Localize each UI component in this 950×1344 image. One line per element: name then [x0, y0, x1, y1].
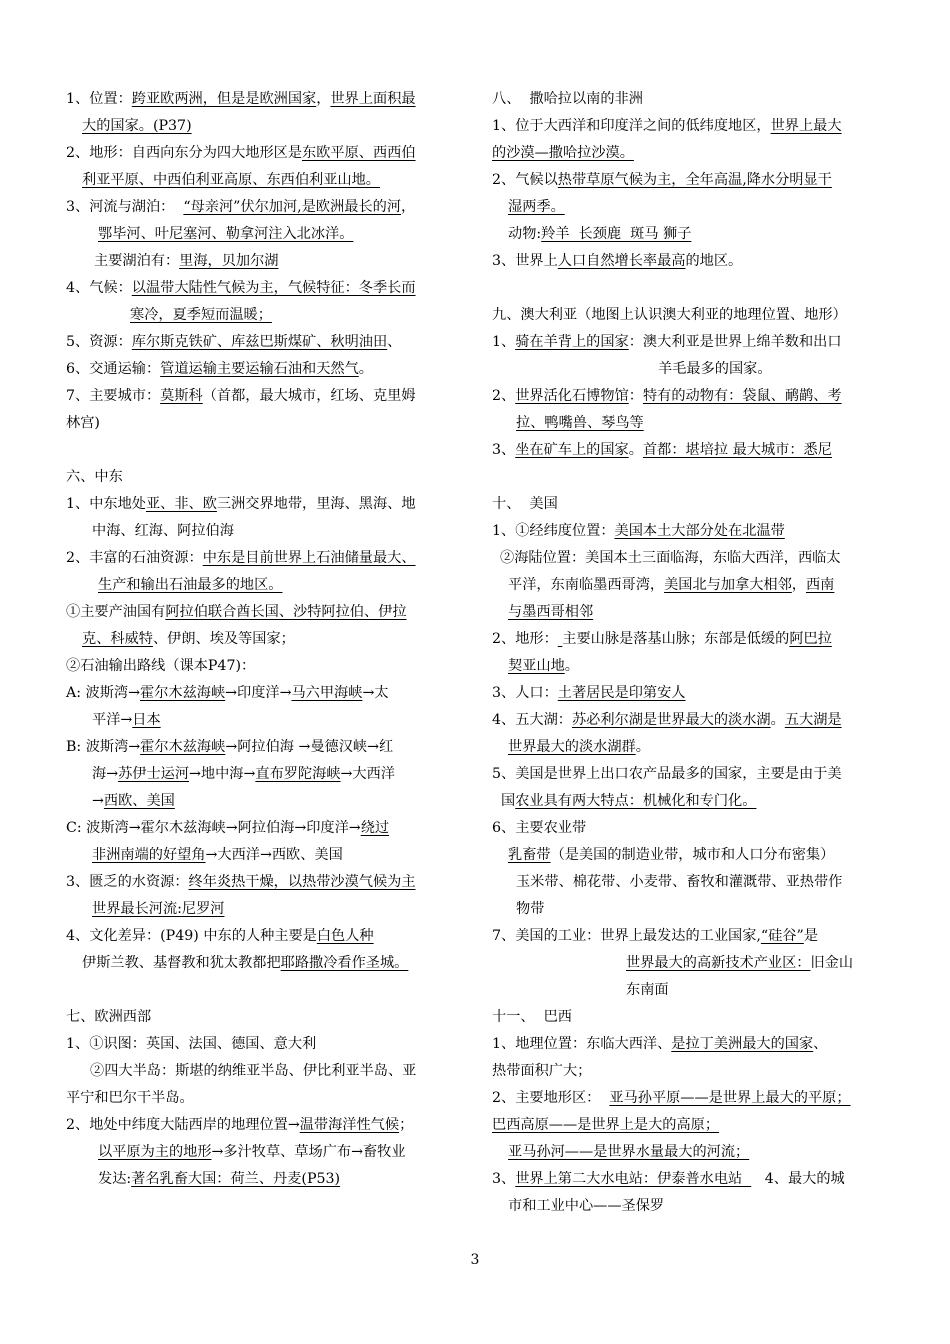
- underlined-text: 霍尔木兹海峡: [140, 685, 226, 701]
- text-segment: 发达:: [98, 1171, 132, 1187]
- underlined-text: 著名乳畜大国：荷兰、丹麦(P53): [131, 1171, 341, 1187]
- text-line: [66, 1112, 466, 1139]
- text-line: [66, 707, 466, 734]
- underlined-text: 世界上面积最: [330, 91, 416, 107]
- text-segment: 7、主要城市：: [66, 388, 161, 404]
- text-line: [492, 86, 890, 113]
- text-segment: （首都，最大城市，红场、克里姆: [202, 388, 416, 404]
- underlined-text: 亚马孙平原——是世界上最大的平原；: [609, 1090, 851, 1106]
- text-segment: ；: [399, 1117, 414, 1133]
- text-segment: →阿拉伯海 →曼德汉峡→红: [225, 739, 394, 755]
- text-segment: 平洋→: [92, 712, 133, 728]
- text-segment: 八、 撒哈拉以南的非洲: [492, 91, 643, 107]
- text-segment: 、: [813, 1036, 828, 1052]
- text-line: [66, 194, 466, 221]
- text-segment: 2、丰富的石油资源：: [66, 550, 203, 566]
- text-line: [66, 950, 466, 977]
- text-line: [492, 896, 890, 923]
- text-segment: 。: [358, 361, 373, 377]
- text-segment: 。: [564, 658, 579, 674]
- text-segment: 4、文化差异：(P49) 中东的人种主要是: [66, 928, 317, 944]
- underlined-text: 骑在羊背上的国家: [515, 334, 629, 350]
- page-number: 3: [470, 1252, 480, 1268]
- text-line: [492, 1112, 890, 1139]
- underlined-text: 美国本土大部分处在北温带: [614, 523, 785, 539]
- text-segment: 主要湖泊有：: [94, 253, 180, 269]
- text-line: [66, 167, 466, 194]
- text-segment: 1、位置：: [66, 91, 132, 107]
- text-segment: 4、五大湖：: [492, 712, 572, 728]
- text-segment: ②海陆位置：美国本土三面临海，东临大西洋，西临太: [500, 550, 841, 566]
- text-line: [492, 950, 890, 977]
- blank-line: [492, 275, 890, 302]
- underlined-text: 的沙漠—撒哈拉沙漠。: [492, 145, 634, 161]
- underlined-text: 阿拉伯联合酋长国、沙特阿拉伯、伊拉: [165, 604, 407, 620]
- underlined-text: 中东是目前世界上石油储量最大、: [202, 550, 416, 566]
- underlined-text: 坐在矿车上的国家: [515, 442, 629, 458]
- underlined-text: 以温带大陆性气候为主，气候特征：冬季长而: [131, 280, 416, 296]
- underlined-text: 亚马孙河——是世界水量最大的河流；: [508, 1144, 750, 1160]
- text-segment: ，: [791, 577, 806, 593]
- text-segment: 1、位于大西洋和印度洋之间的低纬度地区，: [492, 118, 771, 134]
- text-line: [492, 1193, 890, 1220]
- underlined-text: 生产和输出石油最多的地区。: [98, 577, 283, 593]
- text-line: [492, 653, 890, 680]
- text-line: [66, 572, 466, 599]
- underlined-text: 土著居民是印第安人: [557, 685, 686, 701]
- text-segment: 十、 美国: [492, 496, 558, 512]
- underlined-text: 阿巴拉: [789, 631, 832, 647]
- text-segment: 玉米带、棉花带、小麦带、畜牧和灌溉带、亚热带作: [516, 874, 843, 890]
- underlined-text: 世界最长河流:尼罗河: [92, 901, 225, 917]
- underlined-text: 利亚平原、中西伯利亚高原、东西伯利亚山地。: [82, 172, 380, 188]
- text-segment: 市和工业中心——圣保罗: [508, 1198, 665, 1214]
- right-column: [492, 86, 890, 1220]
- blank-line: [492, 464, 890, 491]
- text-line: [492, 1031, 890, 1058]
- text-segment: 东南面: [626, 982, 669, 998]
- text-segment: 5、美国是世界上出口农产品最多的国家，主要是由于美: [492, 766, 842, 782]
- text-line: [492, 248, 890, 275]
- text-line: [492, 113, 890, 140]
- underlined-text: 耶路撒冷看作圣城。: [280, 955, 409, 971]
- text-line: [492, 518, 890, 545]
- text-line: [66, 86, 466, 113]
- underlined-text: 美国北与加拿大相邻: [664, 577, 792, 593]
- underlined-text: 首都：堪培拉 最大城市：悉尼: [642, 442, 832, 458]
- underlined-text: 鄂毕河、叶尼塞河、勒拿河注入北冰洋。: [98, 226, 354, 242]
- text-segment: 3、河流与湖泊：: [66, 199, 184, 215]
- underlined-text: 羚羊 长颈鹿 斑马 狮子: [541, 226, 692, 242]
- text-segment: C: 波斯湾→霍尔木兹海峡→阿拉伯海→印度洋→: [66, 820, 361, 836]
- underlined-text: 跨亚欧两洲，但是是欧洲国家: [131, 91, 317, 107]
- text-segment: 1、①经纬度位置：: [492, 523, 615, 539]
- underlined-text: 以平原为主的地形: [98, 1144, 212, 1160]
- underlined-text: 世界上最大: [770, 118, 842, 134]
- text-line: [492, 383, 890, 410]
- underlined-text: 世界上第二大水电站：伊泰普水电站: [515, 1171, 752, 1187]
- text-line: [492, 680, 890, 707]
- text-line: [66, 761, 466, 788]
- text-segment: 1、①识图：英国、法国、德国、意大利: [66, 1036, 317, 1052]
- text-line: [492, 1166, 890, 1193]
- text-segment: 的地区。: [685, 253, 743, 269]
- text-line: [492, 329, 890, 356]
- text-segment: 2、主要地形区：: [492, 1090, 610, 1106]
- text-segment: ②石油输出路线（课本P47)：: [66, 658, 256, 674]
- text-line: [492, 761, 890, 788]
- text-segment: →印度洋→: [225, 685, 292, 701]
- text-line: [492, 491, 890, 518]
- text-segment: 物带: [516, 901, 545, 917]
- text-line: [66, 113, 466, 140]
- text-segment: 3、匮乏的水资源：: [66, 874, 189, 890]
- text-segment: ②四大半岛：斯堪的纳维亚半岛、伊比利亚半岛、亚: [90, 1063, 417, 1079]
- text-segment: ：: [628, 388, 643, 404]
- text-segment: 羊毛最多的国家。: [658, 361, 772, 377]
- underlined-text: 非洲南端的好望角: [92, 847, 206, 863]
- left-column: [66, 86, 466, 1193]
- text-segment: 3、: [492, 442, 516, 458]
- underlined-text: 湿两季。: [508, 199, 565, 215]
- underlined-text: 霍尔木兹海峡: [140, 739, 226, 755]
- text-segment: A: 波斯湾→: [66, 685, 140, 701]
- text-line: [66, 518, 466, 545]
- underlined-text: 苏必利尔湖是世界最大的淡水湖: [571, 712, 771, 728]
- text-line: [492, 626, 890, 653]
- underlined-text: 农业具有两大特点：机械化和专门化。: [515, 793, 757, 809]
- text-line: [492, 977, 890, 1004]
- text-line: [66, 1085, 466, 1112]
- text-segment: ：澳大利亚是世界上绵羊数和出口: [628, 334, 842, 350]
- text-line: [66, 896, 466, 923]
- text-line: [66, 491, 466, 518]
- underlined-text: 拉、鸭嘴兽、琴鸟等: [516, 415, 644, 431]
- text-segment: 1、: [492, 334, 516, 350]
- blank-line: [66, 977, 466, 1004]
- underlined-text: 世界最大的淡水湖群: [508, 739, 636, 755]
- underlined-text: 五大湖是: [784, 712, 842, 728]
- text-line: [492, 842, 890, 869]
- text-line: [492, 1058, 890, 1085]
- text-line: [492, 599, 890, 626]
- text-segment: 、: [387, 334, 402, 350]
- text-line: [492, 1085, 890, 1112]
- text-segment: 。: [770, 712, 785, 728]
- text-segment: →多汁牧草、草场广布→畜牧业: [211, 1144, 406, 1160]
- text-line: [66, 734, 466, 761]
- text-line: [66, 356, 466, 383]
- underlined-text: 与墨西哥相邻: [508, 604, 594, 620]
- text-segment: 主要山脉是落基山脉；东部是低缓的: [562, 631, 790, 647]
- text-line: [492, 869, 890, 896]
- text-line: [492, 815, 890, 842]
- text-segment: 热带面积广大；: [492, 1063, 592, 1079]
- text-segment: （是美国的制造业带，城市和人口分布密集）: [550, 847, 835, 863]
- text-segment: 2、地处中纬度大陆西岸的地理位置→: [66, 1117, 300, 1133]
- text-line: [492, 707, 890, 734]
- text-segment: 海→: [92, 766, 119, 782]
- text-segment: 动物:: [508, 226, 542, 242]
- text-segment: B: 波斯湾→: [66, 739, 141, 755]
- text-line: [492, 356, 890, 383]
- text-segment: 六、中东: [66, 469, 123, 485]
- underlined-text: 直布罗陀海峡: [255, 766, 341, 782]
- text-segment: 是: [803, 928, 819, 944]
- underlined-text: 管道运输主要运输石油和天然气: [160, 361, 359, 377]
- underlined-text: 绕过: [360, 820, 390, 836]
- text-line: [492, 923, 890, 950]
- text-segment: →: [92, 793, 104, 809]
- text-line: [492, 572, 890, 599]
- underlined-text: 热带草原气候为主，全年高温,降水分明显干: [557, 172, 832, 188]
- text-segment: ，: [401, 199, 416, 215]
- text-line: [66, 1139, 466, 1166]
- text-segment: 、伊朗、埃及等国家；: [152, 631, 295, 647]
- underlined-text: 是拉丁美洲最大的国家: [671, 1036, 814, 1052]
- text-segment: 5、资源：: [66, 334, 132, 350]
- blank-line: [66, 437, 466, 464]
- text-line: [66, 1031, 466, 1058]
- text-segment: 。: [628, 442, 643, 458]
- text-line: [492, 194, 890, 221]
- underlined-text: 世界最大的高新技术产业区：: [626, 955, 811, 971]
- text-segment: →大西洋: [340, 766, 395, 782]
- text-line: [66, 275, 466, 302]
- text-line: [66, 653, 466, 680]
- text-segment: 2、气候以: [492, 172, 558, 188]
- text-segment: 十一、 巴西: [492, 1009, 572, 1025]
- underlined-text: 乳畜带: [508, 847, 551, 863]
- text-segment: 旧金山: [810, 955, 854, 971]
- text-segment: 七、欧洲西部: [66, 1009, 152, 1025]
- text-segment: 中海、红海、阿拉伯海: [92, 523, 234, 539]
- underlined-text: “母亲河”伏尔加河,是欧洲最长的河: [183, 199, 402, 215]
- text-segment: 4、气候：: [66, 280, 132, 296]
- text-line: [66, 680, 466, 707]
- underlined-text: 寒冷，夏季短而温暖；: [130, 307, 272, 323]
- text-line: [66, 869, 466, 896]
- text-line: [492, 437, 890, 464]
- text-segment: 6、交通运输：: [66, 361, 161, 377]
- text-line: [492, 302, 890, 329]
- text-line: [66, 545, 466, 572]
- text-line: [66, 140, 466, 167]
- underlined-text: 特有的动物有：袋鼠、鸸鹋、考: [642, 388, 842, 404]
- text-segment: 平宁和巴尔干半岛。: [66, 1090, 194, 1106]
- text-segment: →地中海→: [189, 766, 256, 782]
- underlined-text: “硅谷”: [760, 928, 804, 944]
- underlined-text: 里海，贝加尔湖: [179, 253, 279, 269]
- text-line: [66, 923, 466, 950]
- text-segment: 三洲交界地带，里海、黑海、地: [216, 496, 416, 512]
- underlined-text: 日本: [132, 712, 161, 728]
- text-line: [66, 626, 466, 653]
- text-line: [66, 842, 466, 869]
- text-segment: 3、人口：: [492, 685, 558, 701]
- text-segment: 4、最大的城: [751, 1171, 845, 1187]
- text-line: [66, 1058, 466, 1085]
- underlined-text: 白色人种: [316, 928, 374, 944]
- text-line: [66, 248, 466, 275]
- underlined-text: 巴西高原——是世界上是大的高原；: [492, 1117, 720, 1133]
- underlined-text: 契亚山地: [508, 658, 565, 674]
- text-line: [492, 788, 890, 815]
- text-segment: 3、: [492, 1171, 516, 1187]
- text-segment: 林宫): [66, 415, 100, 431]
- text-line: [66, 788, 466, 815]
- text-segment: 。: [635, 739, 650, 755]
- text-line: [66, 329, 466, 356]
- underlined-text: 马六甲海峡: [291, 685, 363, 701]
- text-line: [66, 464, 466, 491]
- underlined-text: 世界活化石博物馆: [515, 388, 629, 404]
- text-segment: ①主要产油国有: [66, 604, 166, 620]
- text-line: [492, 167, 890, 194]
- text-segment: 1、地理位置：东临大西洋、: [492, 1036, 672, 1052]
- text-segment: →大西洋→西欧、美国: [205, 847, 343, 863]
- text-line: [492, 410, 890, 437]
- underlined-text: 大的国家。(P37): [82, 118, 192, 134]
- text-segment: 7、美国的工业：世界上最发达的工业国家,: [492, 928, 761, 944]
- text-segment: 国: [492, 793, 516, 809]
- text-line: [66, 383, 466, 410]
- text-segment: 2、地形：: [492, 631, 558, 647]
- text-segment: 6、主要农业带: [492, 820, 587, 836]
- text-line: [66, 1004, 466, 1031]
- text-segment: 2、: [492, 388, 516, 404]
- text-line: [66, 410, 466, 437]
- text-line: [492, 140, 890, 167]
- text-line: [492, 1139, 890, 1166]
- text-line: [66, 221, 466, 248]
- underlined-text: 终年炎热干燥，以热带沙漠气候为主: [188, 874, 416, 890]
- underlined-text: 西欧、美国: [103, 793, 175, 809]
- text-segment: 2、地形：自西向东分为四大地形区是: [66, 145, 303, 161]
- text-segment: →太: [362, 685, 389, 701]
- text-segment: ，: [316, 91, 331, 107]
- underlined-text: 克、科威特: [82, 631, 153, 647]
- text-line: [492, 545, 890, 572]
- text-line: [66, 599, 466, 626]
- text-line: [492, 221, 890, 248]
- underlined-text: 亚、非、欧: [145, 496, 217, 512]
- underlined-text: 西南: [805, 577, 835, 593]
- underlined-text: 东欧平原、西西伯: [302, 145, 416, 161]
- text-segment: 3、世界上: [492, 253, 558, 269]
- text-line: [66, 1166, 466, 1193]
- text-line: [492, 1004, 890, 1031]
- text-segment: 九、澳大利亚（地图上认识澳大利亚的地理位置、地形）: [492, 307, 847, 323]
- text-line: [66, 302, 466, 329]
- text-line: [66, 815, 466, 842]
- underlined-text: 人口自然增长率最高: [557, 253, 686, 269]
- underlined-text: 苏伊士运河: [118, 766, 190, 782]
- underlined-text: 温带海洋性气候: [299, 1117, 400, 1133]
- text-segment: 平洋，东南临墨西哥湾，: [508, 577, 665, 593]
- underlined-text: 库尔斯克铁矿、库兹巴斯煤矿、秋明油田: [131, 334, 388, 350]
- text-line: [492, 734, 890, 761]
- text-segment: 1、中东地处: [66, 496, 146, 512]
- text-segment: 伊斯兰教、基督教和犹太教都把: [82, 955, 281, 971]
- underlined-text: 莫斯科: [160, 388, 203, 404]
